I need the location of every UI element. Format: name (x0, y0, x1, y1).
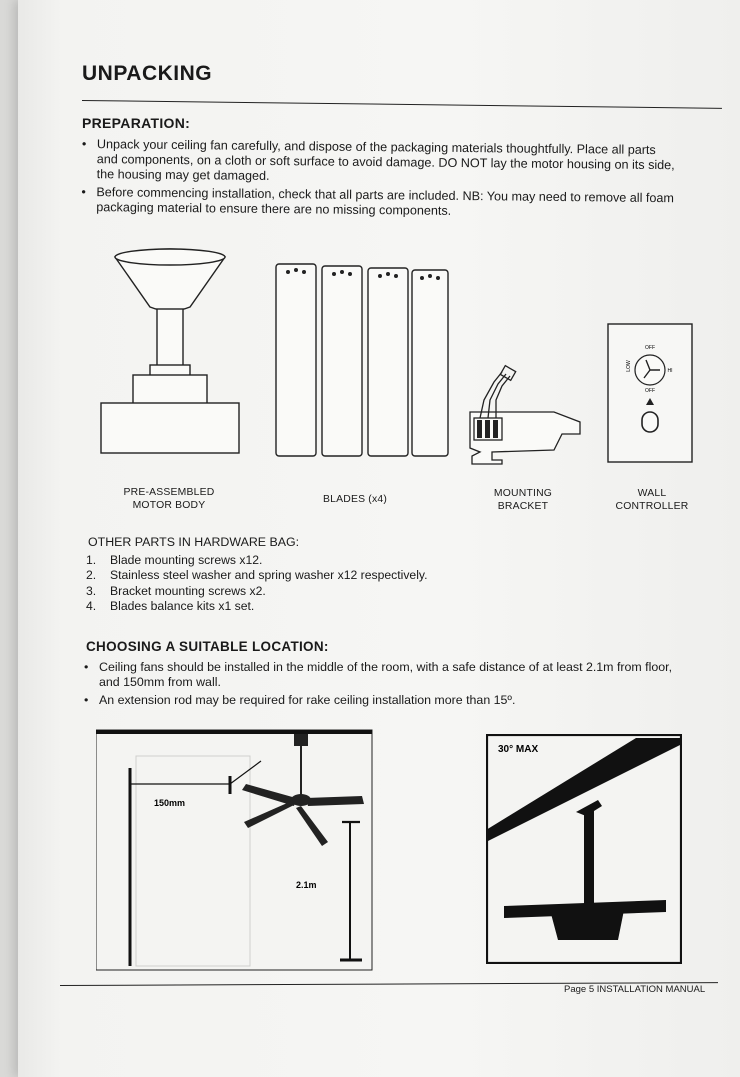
page-title: UNPACKING (82, 62, 213, 85)
caption-blades: BLADES (x4) (323, 494, 387, 505)
preparation-bullet-1: • Unpack your ceiling fan carefully, and dispose of the packaging materials thoughtfully. Place all parts and components, on a cloth or soft surface to avoid damage. DO NOT lay the motor housing on its side, the housing may get damaged. (82, 137, 680, 188)
controller-label-right: HI (667, 368, 673, 374)
controller-label-top: OFF (645, 345, 655, 351)
hardware-item-2: 2. Stainless steel washer and spring washer x12 respectively. (86, 568, 428, 583)
preparation-list (81, 137, 680, 224)
hardware-item-4: 4. Blades balance kits x1 set. (86, 599, 255, 614)
location-bullet-2: • An extension rod may be required for rake ceiling installation more than 15º. (84, 693, 674, 708)
mounting-bracket-illustration (462, 360, 587, 470)
wall-controller-illustration (606, 322, 696, 466)
rake-ceiling-diagram (486, 734, 682, 964)
caption-motor-body: PRE-ASSEMBLED MOTOR BODY (123, 487, 215, 511)
floor-height-label: 2.1m (296, 880, 317, 890)
rake-angle-label: 30° MAX (498, 744, 539, 755)
blades-illustration (272, 258, 452, 463)
wall-distance-label: 150mm (154, 798, 186, 808)
location-bullet-1: • Ceiling fans should be installed in the middle of the room, with a safe distance of at least 2.1m from floor, and 150mm from wall. (84, 660, 674, 690)
hardware-list (86, 553, 646, 615)
preparation-bullet-2: • Before commencing installation, check that all parts are included. NB: You may need to remove all foam packaging material to ensure there are no missing components. (81, 185, 679, 221)
location-list (84, 660, 674, 711)
power-button-icon (642, 412, 658, 432)
controller-label-left: LOW (626, 360, 632, 372)
preparation-heading: PREPARATION: (82, 115, 191, 131)
caption-mounting-bracket: MOUNTING BRACKET (493, 488, 553, 512)
hardware-item-1: 1. Blade mounting screws x12. (86, 553, 263, 567)
hardware-heading: OTHER PARTS IN HARDWARE BAG: (88, 535, 300, 549)
page-footer: Page 5 INSTALLATION MANUAL (564, 984, 706, 995)
controller-label-bottom: OFF (645, 388, 655, 394)
location-heading: CHOOSING A SUITABLE LOCATION: (86, 639, 329, 654)
hardware-item-3: 3. Bracket mounting screws x2. (86, 583, 266, 598)
room-placement-diagram (96, 726, 376, 972)
motor-body-illustration (95, 245, 245, 465)
caption-wall-controller: WALL CONTROLLER (615, 488, 689, 512)
